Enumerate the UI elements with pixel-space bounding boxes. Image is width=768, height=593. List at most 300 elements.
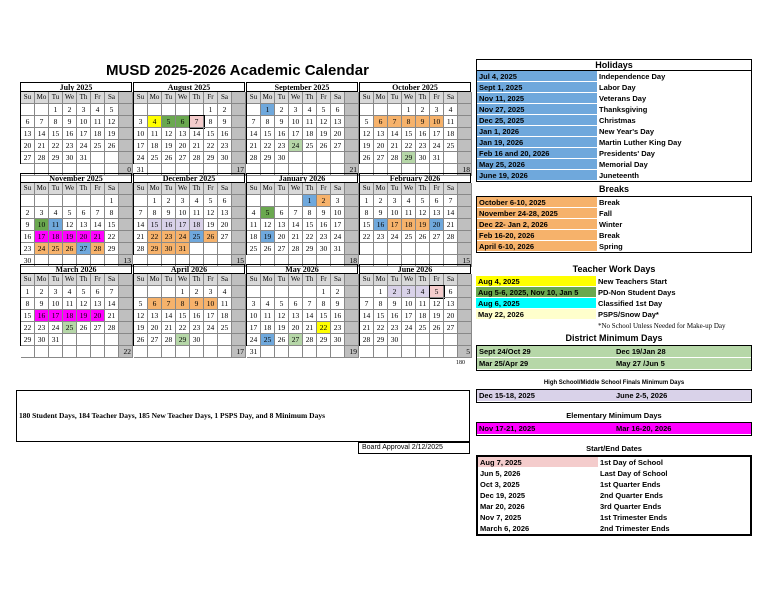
day-cell: 25 bbox=[416, 322, 430, 334]
name-cell: Presidents' Day bbox=[599, 149, 655, 158]
dow-header: Su bbox=[247, 92, 261, 104]
day-cell: 21 bbox=[388, 140, 402, 152]
day-cell: 29 bbox=[374, 334, 388, 346]
day-cell: 18 bbox=[416, 310, 430, 322]
date-cell: Mar 20, 2026 bbox=[480, 502, 525, 511]
day-cell: 2 bbox=[21, 207, 35, 219]
name-cell: Veterans Day bbox=[599, 94, 647, 103]
day-cell: 30 bbox=[388, 334, 402, 346]
day-cell: 4 bbox=[303, 104, 317, 116]
date-cell: Dec 19/Jan 28 bbox=[614, 346, 751, 357]
day-cell: 21 bbox=[162, 322, 176, 334]
month-name: November 2025 bbox=[21, 174, 131, 183]
dow-header: Su bbox=[360, 183, 374, 195]
dow-header: Mo bbox=[148, 183, 162, 195]
day-cell: 15 bbox=[303, 219, 317, 231]
day-cell: 7 bbox=[190, 116, 204, 128]
day-cell bbox=[49, 346, 63, 358]
day-cell bbox=[289, 346, 303, 358]
day-cell: 16 bbox=[331, 310, 345, 322]
day-cell: 7 bbox=[134, 207, 148, 219]
day-cell: 8 bbox=[105, 207, 119, 219]
day-cell bbox=[275, 346, 289, 358]
dow-header: Sa bbox=[105, 92, 119, 104]
day-cell: 7 bbox=[444, 195, 458, 207]
day-cell: 13 bbox=[289, 310, 303, 322]
day-cell bbox=[77, 334, 91, 346]
day-cell: 7 bbox=[35, 116, 49, 128]
day-cell: 3 bbox=[77, 104, 91, 116]
dow-header: Su bbox=[247, 274, 261, 286]
day-cell: 18 bbox=[49, 231, 63, 243]
day-cell: 27 bbox=[148, 334, 162, 346]
month-1 bbox=[133, 82, 245, 174]
date-cell: Sept 1, 2025 bbox=[477, 82, 597, 92]
name-cell: Spring bbox=[599, 242, 623, 251]
dow-header: Fr bbox=[317, 183, 331, 195]
month-day-count bbox=[345, 322, 359, 334]
day-cell: 30 bbox=[416, 152, 430, 164]
dow-header: Sa bbox=[218, 183, 232, 195]
day-cell: 19 bbox=[162, 140, 176, 152]
day-cell: 28 bbox=[388, 152, 402, 164]
holidays-title: Holidays bbox=[476, 59, 752, 70]
day-cell: 30 bbox=[63, 152, 77, 164]
month-day-count bbox=[345, 231, 359, 243]
day-cell: 4 bbox=[218, 286, 232, 298]
day-cell bbox=[430, 334, 444, 346]
day-cell bbox=[388, 346, 402, 358]
day-cell: 20 bbox=[91, 310, 105, 322]
day-cell: 2 bbox=[331, 286, 345, 298]
day-cell: 8 bbox=[402, 116, 416, 128]
day-cell: 21 bbox=[134, 231, 148, 243]
day-cell: 17 bbox=[134, 140, 148, 152]
day-cell: 22 bbox=[317, 322, 331, 334]
day-cell bbox=[444, 243, 458, 255]
day-cell bbox=[148, 346, 162, 358]
month-name: March 2026 bbox=[21, 265, 131, 274]
dow-header: Sa bbox=[444, 274, 458, 286]
day-cell bbox=[190, 104, 204, 116]
dow-header: Th bbox=[416, 92, 430, 104]
day-cell: 29 bbox=[204, 152, 218, 164]
month-day-count bbox=[458, 322, 472, 334]
dow-header: Su bbox=[360, 274, 374, 286]
day-cell bbox=[218, 334, 232, 346]
day-cell: 9 bbox=[416, 116, 430, 128]
day-cell bbox=[444, 334, 458, 346]
day-cell: 17 bbox=[388, 219, 402, 231]
month-day-count: 18 bbox=[458, 164, 472, 176]
dow-header: Fr bbox=[317, 274, 331, 286]
day-cell: 28 bbox=[360, 334, 374, 346]
dmd-row bbox=[477, 346, 751, 358]
day-cell: 14 bbox=[360, 310, 374, 322]
day-cell: 29 bbox=[105, 243, 119, 255]
month-day-count bbox=[119, 219, 133, 231]
day-cell bbox=[91, 334, 105, 346]
day-cell: 2 bbox=[317, 195, 331, 207]
month-name: August 2025 bbox=[134, 83, 244, 92]
day-cell: 6 bbox=[21, 116, 35, 128]
month-day-count bbox=[119, 334, 133, 346]
day-cell: 22 bbox=[176, 322, 190, 334]
day-cell bbox=[218, 243, 232, 255]
day-cell bbox=[162, 346, 176, 358]
month-name: December 2025 bbox=[134, 174, 244, 183]
name-cell: 1st Quarter Ends bbox=[600, 480, 661, 489]
day-cell: 1 bbox=[360, 195, 374, 207]
dow-header: Sa bbox=[444, 183, 458, 195]
day-cell: 30 bbox=[317, 243, 331, 255]
day-cell bbox=[176, 346, 190, 358]
sed-row bbox=[478, 512, 750, 523]
hol-row bbox=[477, 159, 751, 170]
dow-header: Tu bbox=[49, 183, 63, 195]
dow-header: Sa bbox=[444, 92, 458, 104]
day-cell: 15 bbox=[261, 128, 275, 140]
month-day-count bbox=[119, 195, 133, 207]
dow-header: Su bbox=[134, 183, 148, 195]
day-cell: 16 bbox=[21, 231, 35, 243]
day-cell: 3 bbox=[289, 104, 303, 116]
day-cell: 26 bbox=[204, 231, 218, 243]
page-title: MUSD 2025-2026 Academic Calendar bbox=[106, 62, 369, 79]
dow-header: Th bbox=[416, 274, 430, 286]
twd-row bbox=[476, 287, 752, 298]
day-cell: 7 bbox=[247, 116, 261, 128]
day-cell: 23 bbox=[317, 231, 331, 243]
day-cell: 25 bbox=[247, 243, 261, 255]
date-cell: Nov 7, 2025 bbox=[480, 513, 522, 522]
dow-header: Tu bbox=[388, 92, 402, 104]
month-day-count: 17 bbox=[232, 164, 246, 176]
dow-header: Th bbox=[190, 274, 204, 286]
day-cell: 16 bbox=[388, 310, 402, 322]
twd-note: *No School Unless Needed for Make-up Day bbox=[598, 322, 726, 330]
day-cell: 18 bbox=[303, 128, 317, 140]
day-cell: 12 bbox=[77, 298, 91, 310]
day-cell: 6 bbox=[176, 116, 190, 128]
name-cell: Break bbox=[599, 198, 620, 207]
dow-header: Mo bbox=[261, 274, 275, 286]
date-cell: May 27 /Jun 5 bbox=[614, 358, 751, 369]
dow-header: Tu bbox=[388, 183, 402, 195]
day-cell bbox=[317, 346, 331, 358]
month-day-count bbox=[119, 231, 133, 243]
day-cell: 1 bbox=[374, 286, 388, 298]
day-cell: 12 bbox=[317, 116, 331, 128]
day-cell: 25 bbox=[148, 152, 162, 164]
day-cell: 12 bbox=[275, 310, 289, 322]
dow-header bbox=[119, 183, 133, 195]
day-cell: 4 bbox=[247, 207, 261, 219]
day-cell: 26 bbox=[261, 243, 275, 255]
name-cell: Winter bbox=[599, 220, 623, 229]
day-cell: 17 bbox=[289, 128, 303, 140]
dow-header: Fr bbox=[91, 274, 105, 286]
month-day-count: 15 bbox=[458, 255, 472, 267]
day-cell: 28 bbox=[134, 243, 148, 255]
month-day-count bbox=[232, 243, 246, 255]
day-cell: 28 bbox=[91, 243, 105, 255]
day-cell: 15 bbox=[360, 219, 374, 231]
month-0 bbox=[20, 82, 132, 174]
day-cell: 25 bbox=[218, 322, 232, 334]
day-cell bbox=[218, 346, 232, 358]
dow-header: Mo bbox=[148, 274, 162, 286]
day-cell: 31 bbox=[176, 243, 190, 255]
day-cell: 31 bbox=[430, 152, 444, 164]
day-cell: 23 bbox=[190, 322, 204, 334]
day-cell bbox=[303, 346, 317, 358]
day-cell bbox=[388, 104, 402, 116]
day-cell: 22 bbox=[261, 140, 275, 152]
hsmd-title: High School/Middle School Finals Minimum Days bbox=[543, 380, 685, 386]
month-day-count bbox=[458, 334, 472, 346]
day-cell: 28 bbox=[303, 334, 317, 346]
sed-row bbox=[478, 468, 750, 479]
day-cell: 10 bbox=[289, 116, 303, 128]
dow-header: Th bbox=[77, 183, 91, 195]
dow-header: Fr bbox=[430, 183, 444, 195]
day-cell: 8 bbox=[360, 207, 374, 219]
month-8 bbox=[20, 264, 132, 356]
month-name: January 2026 bbox=[247, 174, 357, 183]
day-cell: 4 bbox=[148, 116, 162, 128]
sed-row bbox=[478, 523, 750, 534]
holidays-table bbox=[476, 70, 752, 182]
dow-header: Sa bbox=[331, 274, 345, 286]
dow-header: Th bbox=[190, 92, 204, 104]
dow-header: We bbox=[289, 183, 303, 195]
day-cell bbox=[105, 152, 119, 164]
month-name: April 2026 bbox=[134, 265, 244, 274]
day-cell bbox=[134, 195, 148, 207]
day-cell: 31 bbox=[134, 164, 148, 176]
day-cell bbox=[402, 334, 416, 346]
day-cell: 28 bbox=[105, 322, 119, 334]
day-cell bbox=[190, 243, 204, 255]
day-cell: 29 bbox=[176, 334, 190, 346]
day-cell: 2 bbox=[388, 286, 402, 298]
day-cell bbox=[289, 286, 303, 298]
date-cell: Nov 27, 2025 bbox=[477, 104, 597, 114]
dow-header bbox=[232, 92, 246, 104]
day-cell: 17 bbox=[35, 231, 49, 243]
hol-row bbox=[477, 104, 751, 115]
day-cell: 24 bbox=[49, 322, 63, 334]
month-day-count bbox=[345, 334, 359, 346]
month-day-count bbox=[345, 298, 359, 310]
month-day-count bbox=[119, 286, 133, 298]
month-day-count bbox=[345, 104, 359, 116]
day-cell: 15 bbox=[402, 128, 416, 140]
day-cell bbox=[21, 104, 35, 116]
day-cell: 30 bbox=[218, 152, 232, 164]
day-cell: 22 bbox=[303, 231, 317, 243]
dow-header: We bbox=[63, 274, 77, 286]
day-cell: 28 bbox=[289, 243, 303, 255]
day-cell: 31 bbox=[77, 152, 91, 164]
day-cell: 21 bbox=[91, 231, 105, 243]
month-day-count bbox=[232, 207, 246, 219]
emd-row bbox=[477, 423, 751, 435]
day-cell: 23 bbox=[416, 140, 430, 152]
day-cell: 10 bbox=[247, 310, 261, 322]
day-cell: 21 bbox=[360, 322, 374, 334]
day-cell: 15 bbox=[49, 128, 63, 140]
day-cell: 19 bbox=[430, 310, 444, 322]
day-cell: 19 bbox=[360, 140, 374, 152]
hol-row bbox=[477, 126, 751, 137]
day-cell: 5 bbox=[134, 298, 148, 310]
day-cell bbox=[303, 286, 317, 298]
day-cell: 25 bbox=[91, 140, 105, 152]
day-cell: 5 bbox=[275, 298, 289, 310]
day-cell: 8 bbox=[204, 116, 218, 128]
month-day-count bbox=[345, 195, 359, 207]
day-cell: 5 bbox=[204, 195, 218, 207]
day-cell: 15 bbox=[176, 310, 190, 322]
day-cell: 10 bbox=[430, 116, 444, 128]
month-day-count bbox=[232, 140, 246, 152]
day-cell: 9 bbox=[218, 116, 232, 128]
date-cell: June 19, 2026 bbox=[477, 170, 597, 180]
day-cell: 17 bbox=[247, 322, 261, 334]
dow-header: We bbox=[176, 274, 190, 286]
day-cell: 13 bbox=[176, 128, 190, 140]
day-cell bbox=[388, 243, 402, 255]
day-cell: 19 bbox=[416, 219, 430, 231]
month-name: September 2025 bbox=[247, 83, 357, 92]
day-cell: 26 bbox=[360, 152, 374, 164]
month-day-count bbox=[345, 128, 359, 140]
day-cell: 23 bbox=[374, 231, 388, 243]
day-cell: 29 bbox=[49, 152, 63, 164]
day-cell: 14 bbox=[134, 219, 148, 231]
month-day-count bbox=[345, 243, 359, 255]
month-name: June 2026 bbox=[360, 265, 470, 274]
day-cell: 13 bbox=[77, 219, 91, 231]
dow-header: Mo bbox=[261, 183, 275, 195]
day-cell: 22 bbox=[360, 231, 374, 243]
date-cell: Mar 16-20, 2026 bbox=[614, 423, 751, 434]
day-cell: 23 bbox=[63, 140, 77, 152]
day-cell: 10 bbox=[388, 207, 402, 219]
dow-header: Su bbox=[21, 183, 35, 195]
day-cell: 13 bbox=[21, 128, 35, 140]
day-cell: 30 bbox=[162, 243, 176, 255]
day-cell: 19 bbox=[275, 322, 289, 334]
day-cell: 21 bbox=[444, 219, 458, 231]
day-cell: 17 bbox=[402, 310, 416, 322]
day-cell: 6 bbox=[374, 116, 388, 128]
day-cell: 3 bbox=[204, 286, 218, 298]
day-cell: 12 bbox=[63, 219, 77, 231]
month-day-count: 13 bbox=[119, 255, 133, 267]
day-cell: 19 bbox=[134, 322, 148, 334]
summary-text: 180 Student Days, 184 Teacher Days, 185 New Teacher Days, 1 PSPS Day, and 8 Minimum Days bbox=[19, 411, 326, 420]
dow-header: We bbox=[289, 274, 303, 286]
hol-row bbox=[477, 71, 751, 82]
brk-row bbox=[477, 197, 751, 208]
day-cell: 1 bbox=[204, 104, 218, 116]
day-cell: 3 bbox=[388, 195, 402, 207]
day-cell: 8 bbox=[374, 298, 388, 310]
date-cell: Aug 5-6, 2025, Nov 10, Jan 5 bbox=[476, 287, 596, 297]
day-cell: 21 bbox=[247, 140, 261, 152]
day-cell bbox=[162, 104, 176, 116]
day-cell: 9 bbox=[388, 298, 402, 310]
dow-header: Sa bbox=[105, 183, 119, 195]
day-cell: 7 bbox=[105, 286, 119, 298]
day-cell: 26 bbox=[105, 140, 119, 152]
day-cell: 18 bbox=[261, 322, 275, 334]
date-cell: May 25, 2026 bbox=[477, 159, 597, 169]
month-day-count bbox=[232, 195, 246, 207]
dow-header: Sa bbox=[218, 274, 232, 286]
date-cell: Aug 7, 2025 bbox=[478, 457, 598, 467]
name-cell: Fall bbox=[599, 209, 612, 218]
day-cell: 8 bbox=[261, 116, 275, 128]
month-day-count: 21 bbox=[345, 164, 359, 176]
hol-row bbox=[477, 170, 751, 181]
month-day-count: 22 bbox=[119, 346, 133, 358]
day-cell: 21 bbox=[35, 140, 49, 152]
name-cell: 2nd Quarter Ends bbox=[600, 491, 663, 500]
summary-box bbox=[16, 390, 470, 442]
day-cell bbox=[63, 195, 77, 207]
hol-row bbox=[477, 115, 751, 126]
name-cell: Last Day of School bbox=[600, 469, 668, 478]
day-cell bbox=[204, 243, 218, 255]
day-cell: 5 bbox=[77, 286, 91, 298]
day-cell: 17 bbox=[204, 310, 218, 322]
day-cell: 29 bbox=[303, 243, 317, 255]
day-cell: 18 bbox=[148, 140, 162, 152]
day-cell: 14 bbox=[35, 128, 49, 140]
day-cell bbox=[176, 104, 190, 116]
month-6 bbox=[246, 173, 358, 265]
day-cell: 10 bbox=[204, 298, 218, 310]
date-cell: Aug 6, 2025 bbox=[476, 298, 596, 308]
day-cell bbox=[247, 104, 261, 116]
day-cell: 18 bbox=[247, 231, 261, 243]
sed-row bbox=[478, 479, 750, 490]
day-cell bbox=[444, 346, 458, 358]
date-cell: Aug 4, 2025 bbox=[476, 276, 596, 286]
name-cell: Martin Luther King Day bbox=[599, 138, 682, 147]
board-approval-box bbox=[358, 442, 470, 454]
day-cell bbox=[134, 286, 148, 298]
day-cell: 14 bbox=[388, 128, 402, 140]
day-cell: 18 bbox=[91, 128, 105, 140]
day-cell: 9 bbox=[35, 298, 49, 310]
hol-row bbox=[477, 148, 751, 159]
month-day-count bbox=[458, 152, 472, 164]
name-cell: 3rd Quarter Ends bbox=[600, 502, 662, 511]
day-cell: 15 bbox=[374, 310, 388, 322]
day-cell: 11 bbox=[444, 116, 458, 128]
dow-header: Mo bbox=[148, 92, 162, 104]
day-cell: 28 bbox=[162, 334, 176, 346]
day-cell: 11 bbox=[63, 298, 77, 310]
day-cell: 24 bbox=[35, 243, 49, 255]
day-cell bbox=[63, 346, 77, 358]
day-cell: 18 bbox=[218, 310, 232, 322]
